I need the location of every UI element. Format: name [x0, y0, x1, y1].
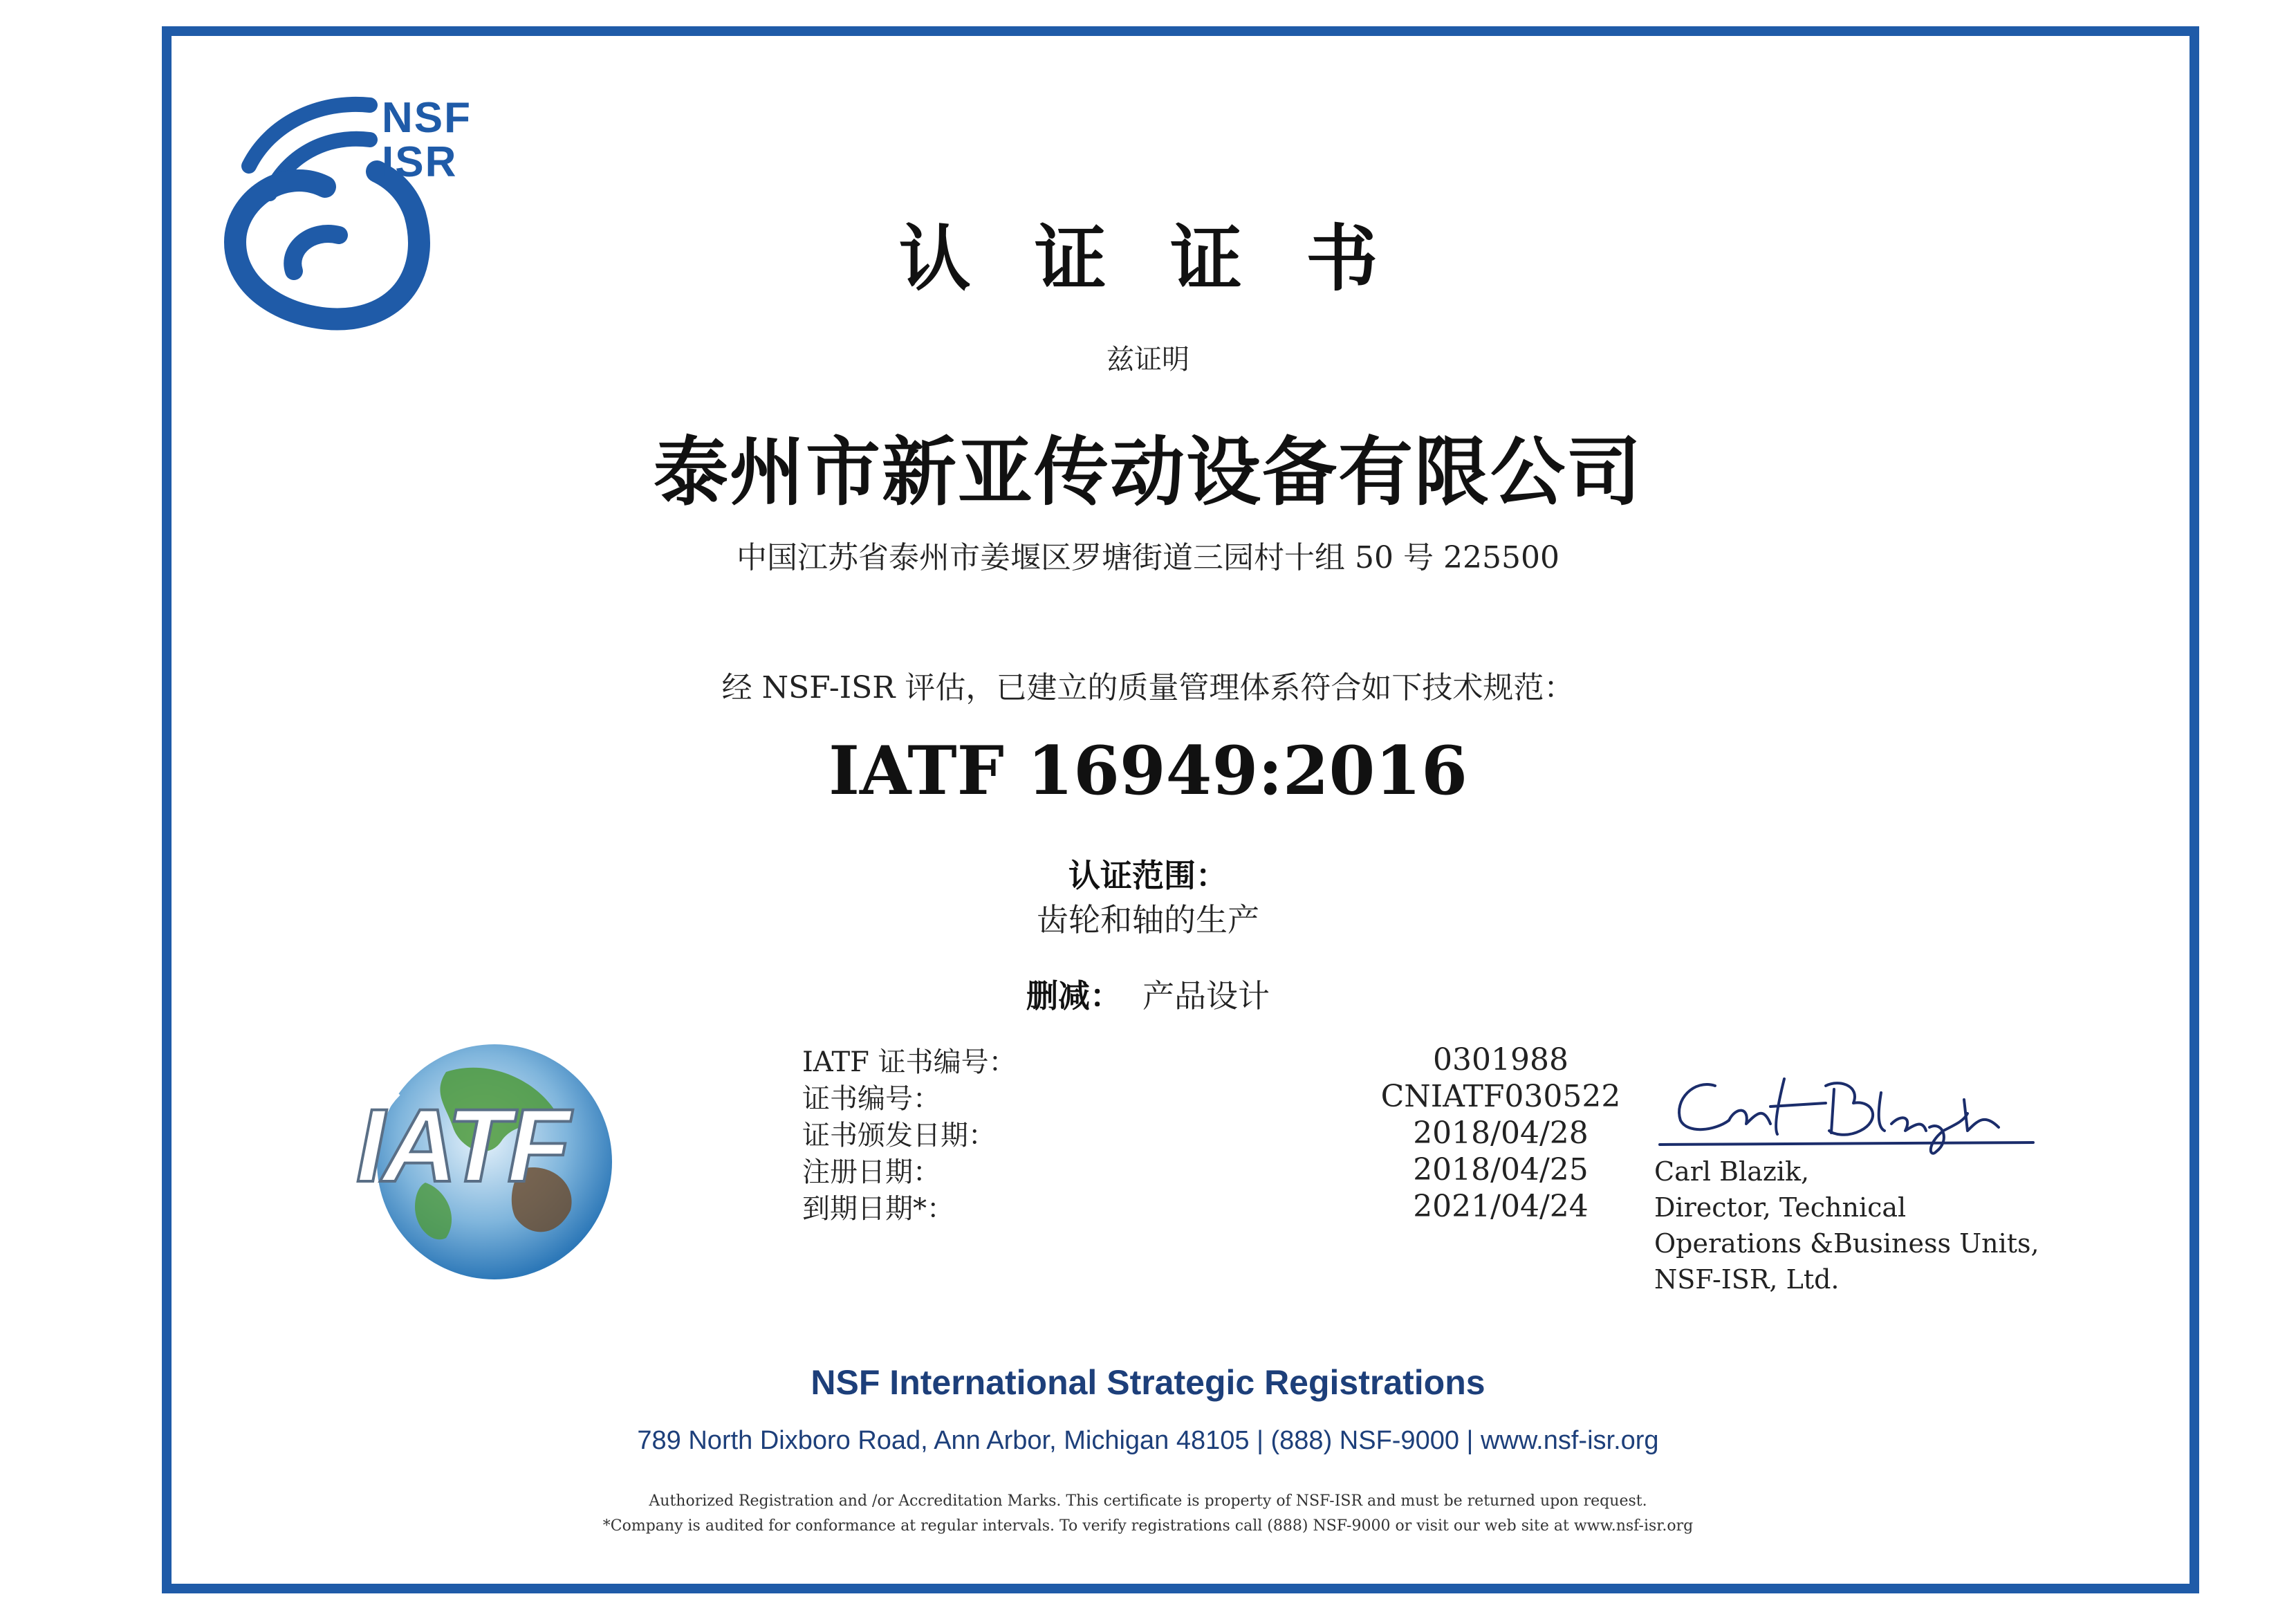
detail-label: 注册日期： — [802, 1156, 941, 1188]
signature-icon — [1653, 1065, 2040, 1162]
assessment-statement: 经 NSF-ISR 评估，已建立的质量管理体系符合如下技术规范： — [721, 670, 1575, 705]
handwritten-signature — [1653, 1065, 2040, 1162]
detail-label: 证书编号： — [802, 1083, 941, 1115]
company-address: 中国江苏省泰州市姜堰区罗塘街道三园村十组 50 号 225500 — [737, 540, 1559, 575]
exclusion-label: 删减： — [1026, 977, 1122, 1015]
signatory-name: Carl Blazik, — [1654, 1156, 1810, 1187]
signatory-title-line1: Director, Technical — [1654, 1192, 1907, 1223]
detail-value: 2018/04/28 — [1413, 1116, 1589, 1151]
company-name: 泰州市新亚传动设备有限公司 — [653, 429, 1642, 516]
scope-label: 认证范围： — [1068, 857, 1228, 894]
signatory-block — [1654, 1154, 2039, 1297]
scope-value: 齿轮和轴的生产 — [1037, 901, 1259, 938]
detail-value: 2021/04/24 — [1413, 1189, 1589, 1224]
standard-name: IATF 16949:2016 — [828, 732, 1468, 810]
certificate-title: 认 证 证 书 — [898, 216, 1398, 301]
isr-logo-text: ISR — [382, 138, 458, 186]
exclusion-line — [0, 971, 2296, 1017]
hereby-certify-text: 兹证明 — [1107, 344, 1189, 376]
nsf-logo-text: NSF — [382, 94, 472, 142]
detail-value: 2018/04/25 — [1413, 1152, 1589, 1187]
organization-address: 789 North Dixboro Road, Ann Arbor, Michigan 48105 | (888) NSF-9000 | www.nsf-isr.org — [637, 1426, 1659, 1455]
iatf-wordmark: IATF — [356, 1087, 568, 1203]
detail-label: 证书颁发日期： — [802, 1120, 996, 1151]
signatory-title-line2: Operations &Business Units, — [1654, 1228, 2039, 1259]
signatory-company: NSF-ISR, Ltd. — [1654, 1264, 1840, 1295]
exclusion-value: 产品设计 — [1142, 977, 1270, 1015]
detail-label: 到期日期*： — [802, 1193, 954, 1225]
organization-name: NSF International Strategic Registrations — [811, 1363, 1485, 1402]
detail-value: 0301988 — [1433, 1042, 1568, 1077]
iatf-globe-logo — [349, 1030, 626, 1286]
fine-print-line2: *Company is audited for conformance at regular intervals. To verify registrations call (888) NSF-9000 or visit our web site at www.nsf-isr.org — [602, 1517, 1694, 1535]
detail-label: IATF 证书编号： — [802, 1046, 1017, 1078]
detail-value: CNIATF030522 — [1380, 1079, 1621, 1114]
fine-print-line1: Authorized Registration and /or Accreditation Marks. This certificate is property of NSF-ISR and must be returned upon request. — [649, 1492, 1647, 1510]
